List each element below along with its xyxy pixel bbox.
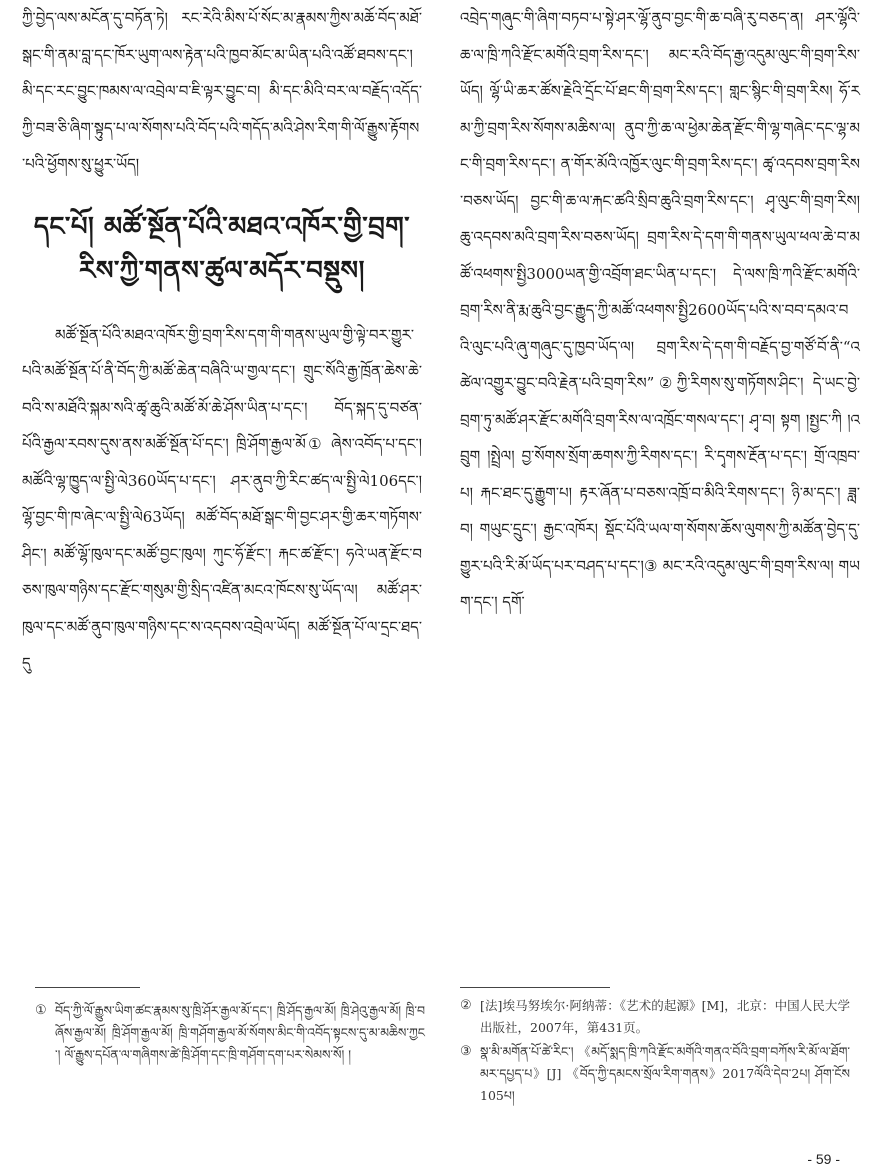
footnote-mark: ① bbox=[35, 1003, 47, 1018]
footnotes-left bbox=[35, 1000, 425, 1068]
footnote-1 bbox=[35, 1000, 425, 1066]
left-column bbox=[22, 0, 422, 682]
footnote-2 bbox=[460, 995, 850, 1039]
section-heading: དང་པོ། མཚོ་སྔོན་པོའི་མཐའ་འཁོར་གྱི་བྲག་རིས་ཀྱི་གནས་ཚུལ་མདོར་བསྡུས། bbox=[33, 211, 411, 286]
footnote-text: [法]埃马努埃尔·阿纳蒂：《艺术的起源》[M]，北京：中国人民大学出版社，2007年，第431页。 bbox=[480, 998, 850, 1035]
footnote-divider-left bbox=[35, 987, 140, 988]
footnote-text: སྣ་མི་མགོན་པོ་ཚེ་རིང་། 《མདོ་སྨད་ཁྲི་ཀའི་རྫོང་མགོའི་གནའ་བོའི་བྲག་བཀོས་རི་མོ་ལ་ཐོག་མར་དཔྱད་པ》[J] 《བོད་ཀྱི་དམངས་སྲོལ་རིག་གནས》2017ལོའི་དེབ་2པ། ཤོག་ངོས105པ། bbox=[480, 1044, 850, 1103]
page-number: - 59 - bbox=[807, 1151, 840, 1167]
footnote-divider-right bbox=[460, 987, 610, 988]
footnote-mark: ③ bbox=[460, 1044, 472, 1059]
right-column bbox=[460, 0, 860, 621]
footnote-text: བོད་ཀྱི་ལོ་རྒྱུས་ཡིག་ཚང་རྣམས་སུ་ཁྲི་ཤོར་རྒྱལ་མོ་དང་། ཁྲི་ཤོད་རྒྱལ་མོ། ཁྲི་ཤེའུ་རྒྱལ་མོ། ཁྲི་བཞོས་རྒྱལ་མོ། ཁྲི་ཤོག་རྒྱལ་མོ། ཁྲི་གཤོག་རྒྱལ་མོ་སོགས་མིང་གི་འབོད་སྟངས་དུ་མ་མཆིས་ཀྱང་། ལོ་རྒྱུས་དཔོན་ལ་གཞིགས་ཚེ་ཁྲི་ཤོག་དང་ཁྲི་གཤོག་དག་པར་སེམས་སོ། ། bbox=[55, 1003, 425, 1062]
left-body-paragraph: མཚོ་སྔོན་པོའི་མཐའ་འཁོར་གྱི་བྲག་རིས་དག་གི་གནས་ཡུལ་གྱི་ལྟེ་བར་གྱུར་པའི་མཚོ་སྔོན་པོ་ནི་བོད་ཀྱི་མཚོ་ཆེན་བཞིའི་ཡ་གྱལ་དང་། གྲུང་སོའི་རྒྱ་ཁྲོན་ཆེས་ཆེ་བའི་ས་མཐོའི་སྐམ་སའི་ཚྭ་ཆུའི་མཚོ་མོ་ཆེ་ཤོས་ཡིན་པ་དང་། བོད་སྐད་དུ་བཙན་པོའི་རྒྱལ་རབས་དུས་ནས་མཚོ་སྔོན་པོ་དང་། ཁྲི་ཤོག་རྒྱལ་མོ① ཞེས་འབོད་པ་དང་། མཚོའི་ལྷ་ཁྱུད་ལ་སྤྱི་ལེ360ཡོད་པ་དང་། ཤར་ནུབ་ཀྱི་རིང་ཚད་ལ་སྤྱི་ལེ106དང་། ལྷོ་བྱང་གི་ཁ་ཞེང་ལ་སྤྱི་ལེ63ཡོད། མཚོ་བོད་མཐོ་སྒང་གི་བྱང་ཤར་གྱི་ཆར་གཏོགས་ཤིང་། མཚོ་ལྷོ་ཁུལ་དང་མཚོ་བྱང་ཁུལ། ཀུང་ཧོ་རྫོང་། རྐང་ཚ་རྫོང་། ཧའེ་ཡན་རྫོང་བཅས་ཁུལ་གཉིས་དང་རྫོང་གསུམ་གྱི་སྲིད་འཛིན་མངའ་ཁོངས་སུ་ཡོད་ལ། མཚོ་ཤར་ཁུལ་དང་མཚོ་ནུབ་ཁུལ་གཉིས་དང་ས་འདབས་འབྲེལ་ཡོད། མཚོ་སྔོན་པོ་ལ་དྲང་ཐད་དུ bbox=[22, 325, 422, 672]
right-body-paragraph: འབྲེད་གཞུང་གི་ཞིག་བཏབ་པ་སྟེ་ཤར་ལྷོ་ནུབ་བྱང་གི་ཆ་བཞི་རུ་བཅད་ན། ཤར་ལྷོའི་ཆ་ལ་ཁྲི་ཀའི་རྫོང་མགོའི་བྲག་རིས་དང་། མང་རའི་བོད་རྒྱ་འདུམ་ལུང་གི་བྲག་རིས་ཡོད། ལྷོ་ཡི་ཆར་ཚོས་རྗེའི་དྲོང་པོ་ཐང་གི་བྲག་རིས་དང་། གླང་སྙིང་གི་བྲག་རིས། ཧོ་རམ་ཀྱི་བྲག་རིས་སོགས་མཆིས་ལ། ནུབ་ཀྱི་ཆ་ལ་ཕྱེམ་ཆེན་རྫོང་གི་ལྷ་གཞེང་དང་ལྷ་མང་གི་བྲག་རིས་དང་། ན་གོར་མོའི་འཁྱོར་ལུང་གི་བྲག་རིས་དང་། ཚྭ་འདབས་བྲག་རིས་བཅས་ཡོད། བྱང་གི་ཆ་ལ་རྐང་ཚའི་སྲིབ་ཆུའི་བྲག་རིས་དང་། ཤྭ་ལུང་གི་བྲག་རིས། ཆུ་འདབས་མའི་བྲག་རིས་བཅས་ཡོད། བྲག་རིས་དེ་དག་གི་གནས་ཡུལ་ཕལ་ཆེ་བ་མཚོ་འཕགས་སྤྱི3000ཡན་གྱི་འབྲོག་ཐང་ཡིན་པ་དང་། དེ་ལས་ཁྲི་ཀའི་རྫོང་མགོའི་བྲག་རིས་ནི་རྨ་ཆུའི་བྱང་རྒྱུད་ཀྱི་མཚོ་འཕགས་སྤྱི2600ཡོད་པའི་ས་བབ་དམའ་བའི་ལུང་པའི་ཞུ་གཞུང་དུ་ཁྱབ་ཡོད་ལ། བྲག་རིས་དེ་དག་གི་བརྗོད་བྱ་གཙོ་བོ་ནི་“འཚེལ་འགྱུར་བྱུང་བའི་རྗེན་པའི་བྲག་རིས”②ཀྱི་རིགས་སུ་གཏོགས་ཤིང་། དེ་ཡང་བྱེ་བྲག་ཏུ་མཚོ་ཤར་རྫོང་མགོའི་བྲག་རིས་ལ་འཁྲོང་གསལ་དང་། ཤྭ་བ། སྟག །སྤྱང་ཀི །འབྲུག །སྤྲེལ། བྱ་སོགས་སྲོག་ཆགས་ཀྱི་རིགས་དང་། རི་དྭགས་རྔོན་པ་དང་། གྲོ་འཁྲབ་པ། རྐང་ཐང་དུ་རྒྱུག་པ། རྟར་ཞོན་པ་བཅས་འཁྲོ་བ་མིའི་རིགས་དང་། ཉི་མ་དང་། ཟླ་བ། གཡུང་དྲུང་། རྒྱང་འཁོར། སྡོང་པོའི་ཡལ་ག་སོགས་ཆོས་ལུགས་ཀྱི་མཚོན་བྱེད་དུ་གྱུར་པའི་རི་མོ་ཡོད་པར་བཤད་པ་དང་།③ མང་རའི་འདུམ་ལུང་གི་བྲག་རིས་ལ། གཡག་དང་། དགོ་ bbox=[460, 9, 860, 611]
footnote-mark: ② bbox=[460, 998, 472, 1013]
footnote-3 bbox=[460, 1041, 850, 1107]
footnotes-right bbox=[460, 995, 850, 1109]
left-intro-paragraph: ཀྱི་བྱེད་ལས་མངོན་དུ་བཏོན་ཏེ། རང་རེའི་མིས་པོ་སོང་མ་རྣམས་ཀྱིས་མཆོ་བོད་མཐོ་སྒང་གི་ནམ་བླ་དང་ཁོར་ཡུག་ལས་རྟེན་པའི་ཁྱབ་མོང་མ་ཡིན་པའི་འཚོ་ཐབས་དང་། མི་དང་རང་བྱུང་ཁམས་ལ་འབྲེལ་བ་ཇི་ལྟར་བྱུང་བ། མི་དང་མིའི་བར་ལ་བརྗོད་འདོད་ཀྱི་བཟ་ཅི་ཞིག་སྟུད་པ་ལ་སོགས་པའི་བོད་པའི་གདོད་མའི་ཤེས་རིག་གི་ལོ་རྒྱུས་རྟོགས་པའི་ཕྱོགས་སུ་ཕྱུར་ཡོད། bbox=[22, 9, 422, 173]
